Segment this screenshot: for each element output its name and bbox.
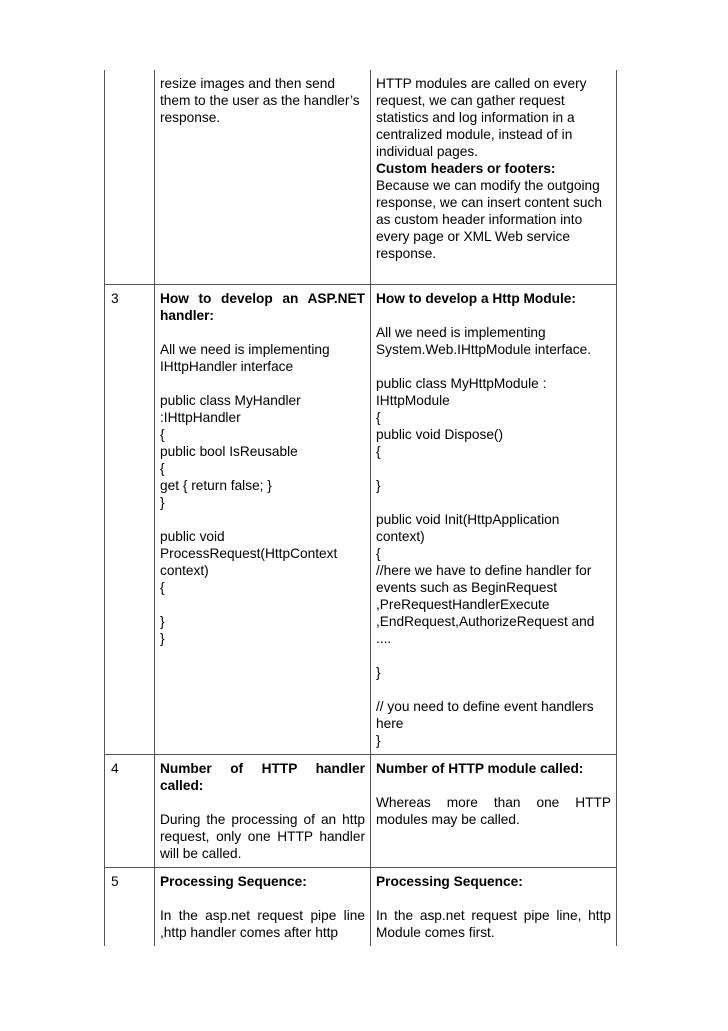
handler-text: resize images and then send them to the user as the handler’s response. [160, 76, 360, 125]
module-text: In the asp.net request pipe line, http Module comes first. [376, 908, 611, 940]
handler-text: All we need is implementing IHttpHandler interface [160, 342, 330, 374]
handler-heading: How to develop an ASP.NET handler: [160, 291, 365, 323]
code-line: } [376, 733, 381, 748]
code-line: public void Dispose() [376, 427, 504, 442]
module-text: Because we can modify the outgoing response, we can insert content such as custom header information into every page or XML Web service response. [376, 178, 602, 261]
code-line: //here we have to define handler for events such as BeginRequest ,PreRequestHandlerExecute ,EndRequest,AuthorizeRequest and .... [376, 563, 595, 646]
module-cell [371, 70, 617, 285]
code-line: public void ProcessRequest(HttpContext context) [160, 529, 338, 578]
handler-heading: Processing Sequence: [160, 874, 307, 889]
module-cell [371, 868, 617, 947]
module-text: All we need is implementing System.Web.IHttpModule interface. [376, 325, 592, 357]
code-line: } [160, 495, 165, 510]
table-row [105, 868, 617, 947]
handler-heading: Number of HTTP handler called: [160, 761, 365, 793]
row-number: 5 [105, 868, 155, 947]
code-line: { [160, 461, 165, 476]
code-line: public class MyHandler [160, 393, 301, 408]
code-line: } [376, 478, 381, 493]
module-heading: How to develop a Http Module: [376, 291, 576, 306]
table-row [105, 285, 617, 755]
code-line: } [160, 614, 165, 629]
handler-text: In the asp.net request pipe line ,http handler comes after http [160, 908, 365, 940]
handler-cell [155, 70, 371, 285]
row-number [105, 70, 155, 285]
module-heading: Custom headers or footers: [376, 161, 556, 176]
code-line: // you need to define event handlers here [376, 699, 594, 731]
code-line: { [160, 580, 165, 595]
code-line: public void Init(HttpApplication context) [376, 512, 560, 544]
code-line: } [376, 665, 381, 680]
table-row [105, 70, 617, 285]
code-line: get { return false; } [160, 478, 272, 493]
row-number: 3 [105, 285, 155, 755]
code-line: { [376, 546, 381, 561]
code-line: :IHttpHandler [160, 410, 241, 425]
handler-text: During the processing of an http request, only one HTTP handler will be called. [160, 812, 365, 861]
code-line: { [376, 444, 381, 459]
handler-cell [155, 868, 371, 947]
module-text: HTTP modules are called on every request, we can gather request statistics and log information in a centralized module, instead of in individual pages. [376, 76, 587, 159]
handler-cell [155, 285, 371, 755]
code-line: public class MyHttpModule : IHttpModule [376, 376, 547, 408]
code-line: { [160, 427, 165, 442]
table-row [105, 755, 617, 868]
module-text: Whereas more than one HTTP modules may be called. [376, 795, 611, 827]
row-number: 4 [105, 755, 155, 868]
module-heading: Number of HTTP module called: [376, 761, 584, 776]
module-heading: Processing Sequence: [376, 874, 523, 889]
code-line: } [160, 631, 165, 646]
comparison-table [104, 70, 617, 946]
code-line: public bool IsReusable [160, 444, 298, 459]
module-cell [371, 755, 617, 868]
module-cell [371, 285, 617, 755]
code-line: { [376, 410, 381, 425]
handler-cell [155, 755, 371, 868]
